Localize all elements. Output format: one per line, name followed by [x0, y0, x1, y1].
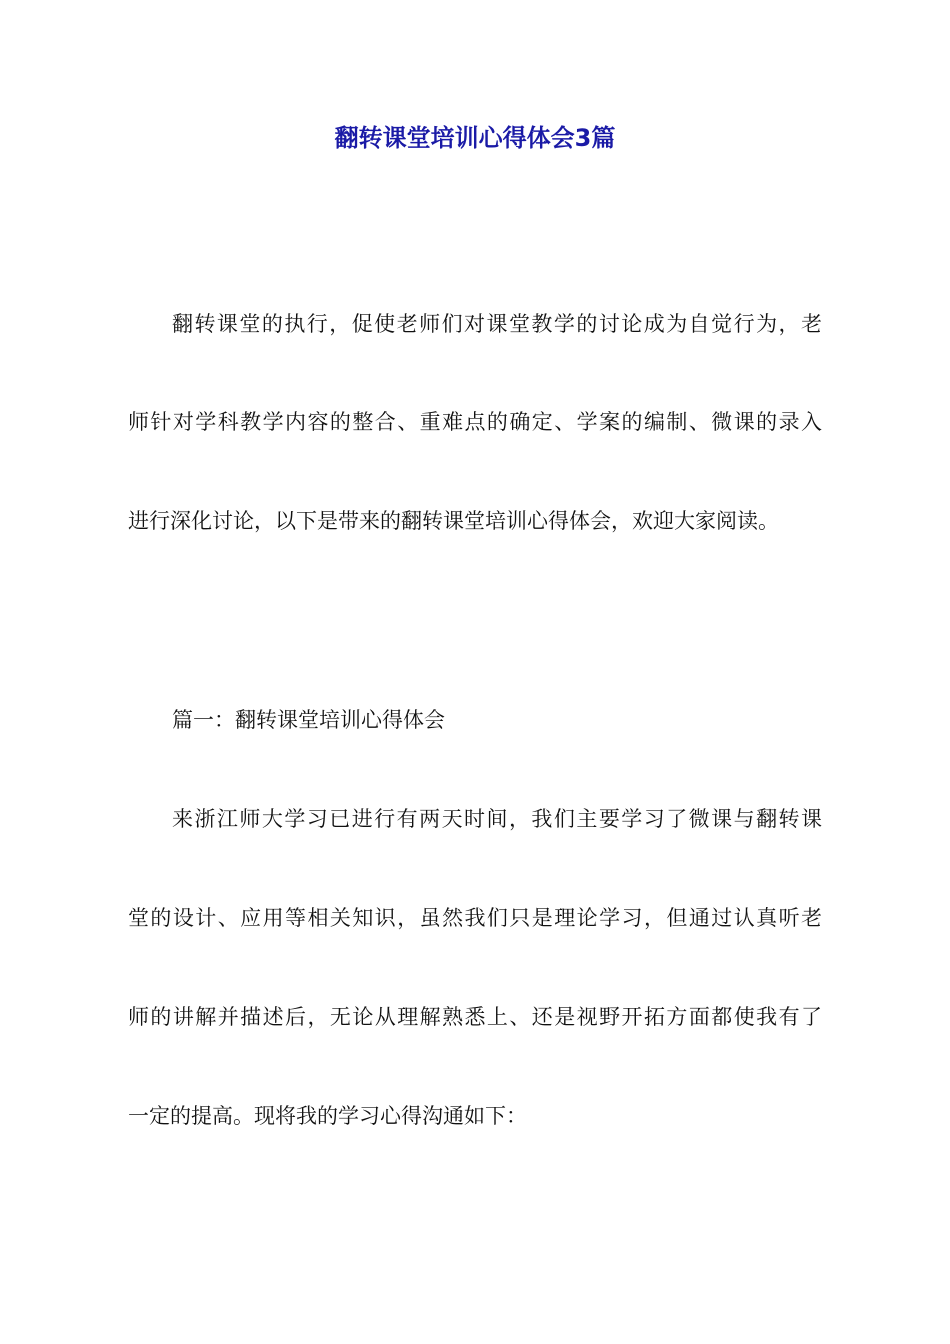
body-line-1: 来浙江师大学习已进行有两天时间，我们主要学习了微课与翻转课 [172, 807, 822, 831]
body-line-3: 师的讲解并描述后，无论从理解熟悉上、还是视野开拓方面都使我有了 [128, 1005, 822, 1029]
body-line-2: 堂的设计、应用等相关知识，虽然我们只是理论学习，但通过认真听老 [128, 906, 822, 930]
intro-line-1: 翻转课堂的执行，促使老师们对课堂教学的讨论成为自觉行为，老 [172, 312, 822, 336]
section-heading: 篇一：翻转课堂培训心得体会 [172, 708, 445, 732]
body-line-4: 一定的提高。现将我的学习心得沟通如下： [128, 1104, 527, 1128]
intro-line-3: 进行深化讨论，以下是带来的翻转课堂培训心得体会，欢迎大家阅读。 [128, 509, 779, 533]
document-title: 翻转课堂培训心得体会3篇 [334, 124, 616, 152]
intro-line-2: 师针对学科教学内容的整合、重难点的确定、学案的编制、微课的录入 [128, 410, 822, 434]
